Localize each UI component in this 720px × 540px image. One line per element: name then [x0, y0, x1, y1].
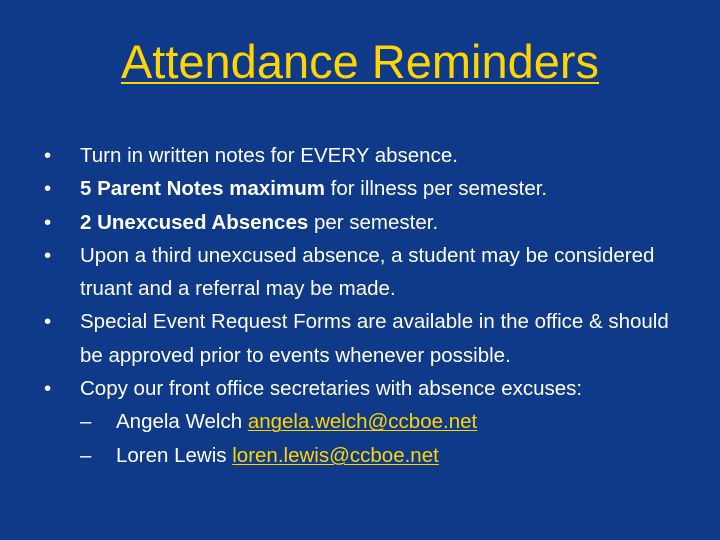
bullet-text: Special Event Request Forms are available in the office & should be approved prior to events whenever possible. [80, 310, 669, 367]
bullet-dot-icon: • [44, 177, 52, 201]
bullet-item [0, 139, 690, 172]
bullet-dot-icon: • [44, 310, 52, 334]
slide-title: Attendance Reminders [120, 35, 600, 88]
bullet-item [0, 239, 690, 306]
contact-item [80, 405, 690, 438]
bullet-text: Copy our front office secretaries with absence excuses: [80, 377, 583, 401]
bullet-list [0, 139, 720, 472]
bullet-text: Upon a third unexcused absence, a student may be considered truant and a referral may be made. [80, 243, 655, 301]
contact-item [80, 439, 690, 472]
contact-email-link[interactable]: angela.welch@ccboe.net [247, 410, 478, 434]
bullet-dot-icon: • [44, 377, 52, 401]
contact-email-link[interactable]: loren.lewis@ccboe.net [232, 443, 439, 467]
bullet-item [0, 206, 690, 239]
bullet-item [0, 372, 690, 472]
contact-list [80, 405, 690, 472]
bullet-bold-text: 2 Unexcused Absences [80, 210, 309, 234]
bullet-item [0, 172, 690, 205]
bullet-dot-icon: • [44, 210, 52, 234]
bullet-text: for illness per semester. [324, 177, 548, 201]
bullet-text: per semester. [308, 210, 439, 234]
bullet-bold-text: 5 Parent Notes maximum [80, 177, 325, 201]
bullet-text: Turn in written notes for EVERY absence. [80, 144, 458, 167]
bullet-item [0, 305, 690, 372]
dash-icon: – [80, 443, 92, 467]
dash-icon: – [80, 410, 92, 434]
contact-name: Angela Welch [116, 410, 243, 434]
contact-name: Loren Lewis [116, 443, 227, 467]
bullet-dot-icon: • [44, 144, 52, 167]
bullet-dot-icon: • [44, 243, 52, 267]
